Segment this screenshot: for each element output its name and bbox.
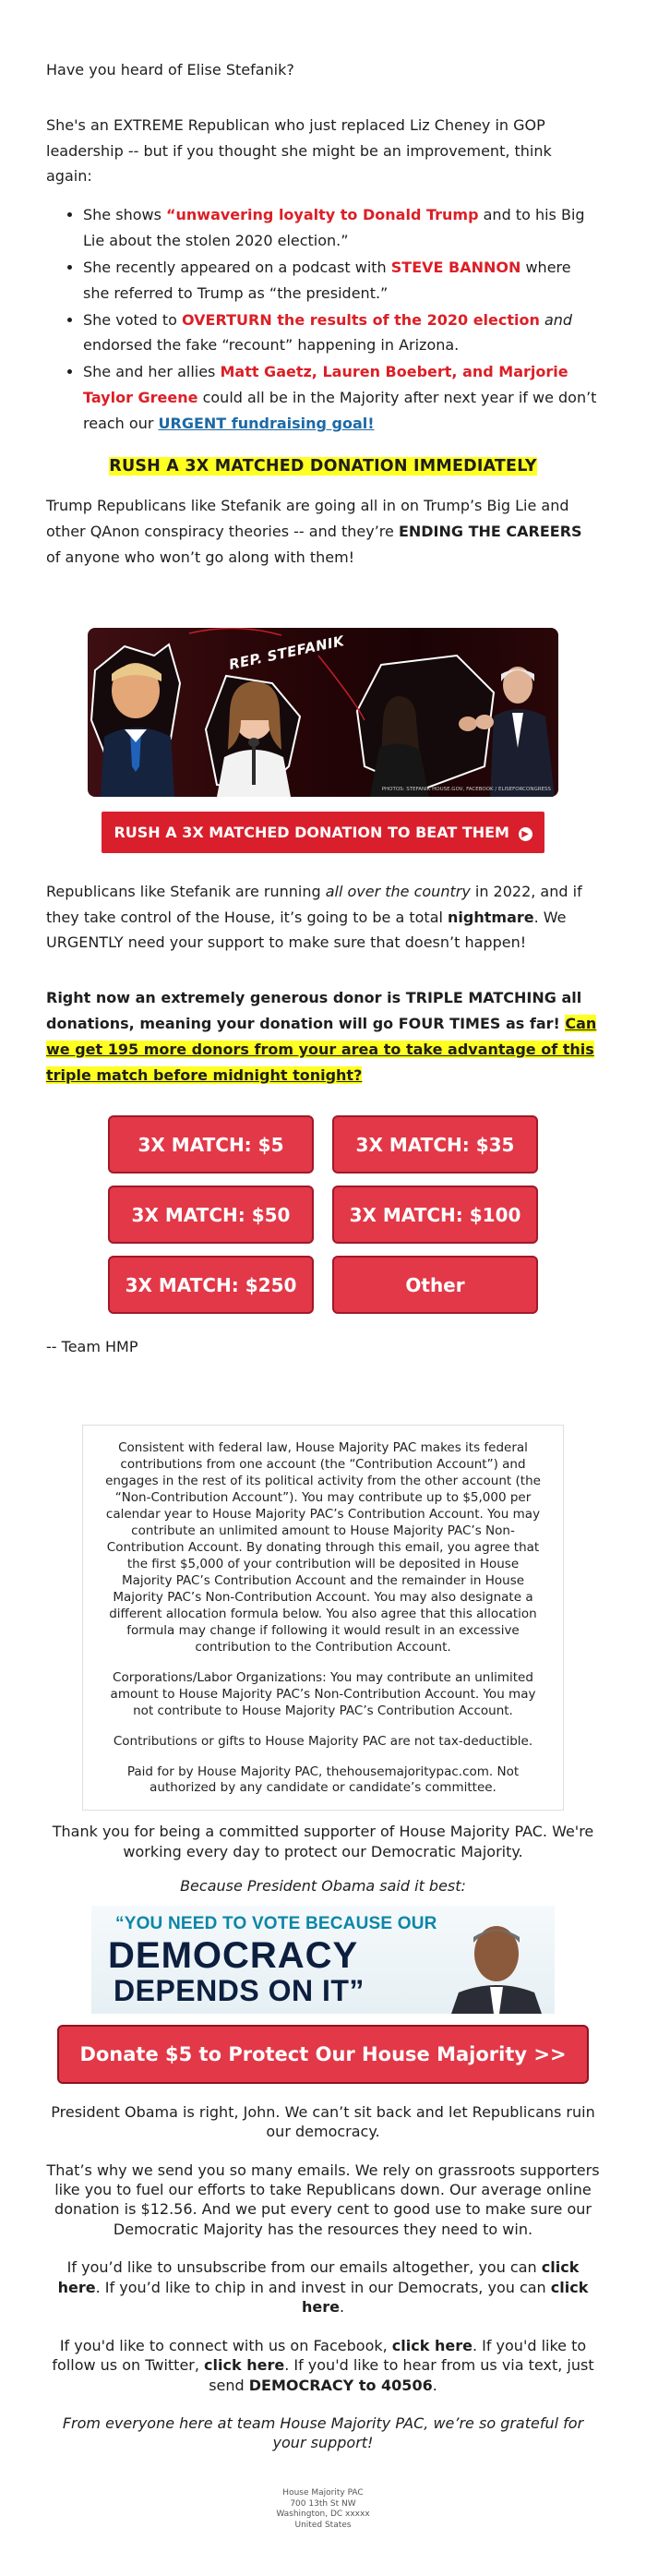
intro-question: Have you heard of Elise Stefanik? — [46, 61, 294, 78]
unsubscribe-paragraph: If you’d like to unsubscribe from our emails altogether, you can click here. If you’d like to chip in and invest in our Democrats, you can click here. — [57, 2258, 589, 2317]
legal-disclaimer: Consistent with federal law, House Majority PAC makes its federal contributions from one account (the “Contribution Account”) and engages in the rest of its political activity from the other account (the “Non-Contribution Account”). You may contribute up to $5,000 per calendar year to House Majority PAC’s Contribution Account. You may contribute an unlimited amount to House Majority PAC’s Non-Contribution Account. By donating through this email, you agree that the first $5,000 of your contribution will be deposited in House Majority PAC’s Contribution Account and the remainder in House Majority PAC’s Non-Contribution Account. You may also designate a different allocation formula below. You also agree that this allocation formula may change if following it would result in an excessive contribution to the Contribution Account. Corporations/Labor Organizations: You may contribute an unlimited amount to House Majority PAC’s Non-Contribution Account. You may not contribute to House Majority PAC’s Contribution Account. Contributions or gifts to House Majority PAC are not tax-deductible. Paid for by House Majority PAC, thehousemajoritypac.com. Not authorized by any candidate or candidate’s committee. — [82, 1425, 564, 1811]
mailing-address: House Majority PAC 700 13th St NW Washington, DC xxxxx United States — [276, 2487, 370, 2530]
signoff: -- Team HMP — [46, 1338, 138, 1356]
facebook-link[interactable]: click here — [391, 2336, 473, 2354]
grateful-paragraph: From everyone here at team House Majority PAC, we’re so grateful for your support! — [62, 2413, 584, 2452]
connect-paragraph: If you'd like to connect with us on Facebook, click here. If you'd like to follow us on Twitter, click here. If you'd like to hear from us via text, just send DEMOCRACY to 40506. — [52, 2336, 594, 2394]
obama-intro: Because President Obama said it best: — [180, 1877, 466, 1896]
rush-donation-cta-button[interactable]: RUSH A 3X MATCHED DONATION TO BEAT THEM ▶ — [102, 812, 544, 853]
intro-paragraph: She's an EXTREME Republican who just replaced Liz Cheney in GOP leadership -- but if you thought she might be an improvement, think again: — [46, 115, 552, 186]
match-5-button[interactable]: 3X MATCH: $5 — [108, 1115, 314, 1174]
chip-in-link[interactable]: click here — [301, 2278, 589, 2317]
hero-tag: REP. STEFANIK — [227, 632, 346, 673]
list-item: • She voted to OVERTURN the results of the 2020 election and endorsed the fake “recount” happening in Arizona. — [83, 307, 600, 359]
match-250-button[interactable]: 3X MATCH: $250 — [108, 1256, 314, 1314]
donation-amount-grid — [108, 1115, 538, 1314]
twitter-link[interactable]: click here — [204, 2356, 285, 2375]
thanks-paragraph: Thank you for being a committed supporter of House Majority PAC. We're working every day to protect our Democratic Majority. — [52, 1823, 594, 1860]
stefanik-hero-image[interactable] — [88, 628, 558, 797]
unsubscribe-link[interactable]: click here — [57, 2258, 580, 2296]
match-100-button[interactable]: 3X MATCH: $100 — [332, 1186, 538, 1244]
trump-paragraph: Trump Republicans like Stefanik are going all in on Trump’s Big Lie and other QAnon conspiracy theories -- and they’re ENDING THE CAREERS of anyone who won’t go along with them! — [46, 497, 582, 566]
other-amount-button[interactable]: Other — [332, 1256, 538, 1314]
donate-5-button[interactable]: Donate $5 to Protect Our House Majority >> — [57, 2025, 589, 2084]
obama-democracy-banner[interactable]: “YOU NEED TO VOTE BECAUSE OUR DEMOCRACY DEPENDS ON IT” — [91, 1906, 555, 2014]
list-item: • She and her allies Matt Gaetz, Lauren Boebert, and Marjorie Taylor Greene could all be in the Majority after next year if we don’t reach our URGENT fundraising goal! — [83, 359, 600, 436]
list-item: • She recently appeared on a podcast with STEVE BANNON where she referred to Trump as “the president.” — [83, 255, 600, 307]
rush-headline[interactable]: RUSH A 3X MATCHED DONATION IMMEDIATELY — [109, 456, 537, 475]
hero-credit: PHOTOS: STEFANIK HOUSE.GOV, FACEBOOK / ELISEFORCONGRESS — [381, 787, 551, 793]
obama-right-paragraph: President Obama is right, John. We can’t sit back and let Republicans ruin our democracy. — [51, 2102, 595, 2141]
triple-match-paragraph: Right now an extremely generous donor is TRIPLE MATCHING all donations, meaning your donation will go FOUR TIMES as far! Can we get 195 more donors from your area to take advantage of this triple match before midnight tonight? — [46, 989, 597, 1084]
list-item: • She shows “unwavering loyalty to Donald Trump and to his Big Lie about the stolen 2020 election.” — [83, 202, 600, 254]
urgent-goal-link[interactable]: URGENT fundraising goal! — [158, 414, 375, 432]
match-50-button[interactable]: 3X MATCH: $50 — [108, 1186, 314, 1244]
bullet-list — [46, 202, 600, 436]
circle-arrow-icon: ▶ — [519, 827, 532, 841]
donors-goal-link[interactable]: Can we get 195 more donors from your area to take advantage of this triple match before midnight tonight? — [46, 1015, 597, 1084]
emails-paragraph: That’s why we send you so many emails. We rely on grassroots supporters like you to fuel our efforts to take Republicans down. Our average online donation is $12.56. And we put every cent to good use to make sure our Democratic Majority has the resources they need to win. — [46, 2161, 600, 2238]
running-paragraph: Republicans like Stefanik are running all over the country in 2022, and if they take control of the House, it’s going to be a total nightmare. We URGENTLY need your support to make sure that doesn’t happen! — [46, 882, 582, 952]
match-35-button[interactable]: 3X MATCH: $35 — [332, 1115, 538, 1174]
